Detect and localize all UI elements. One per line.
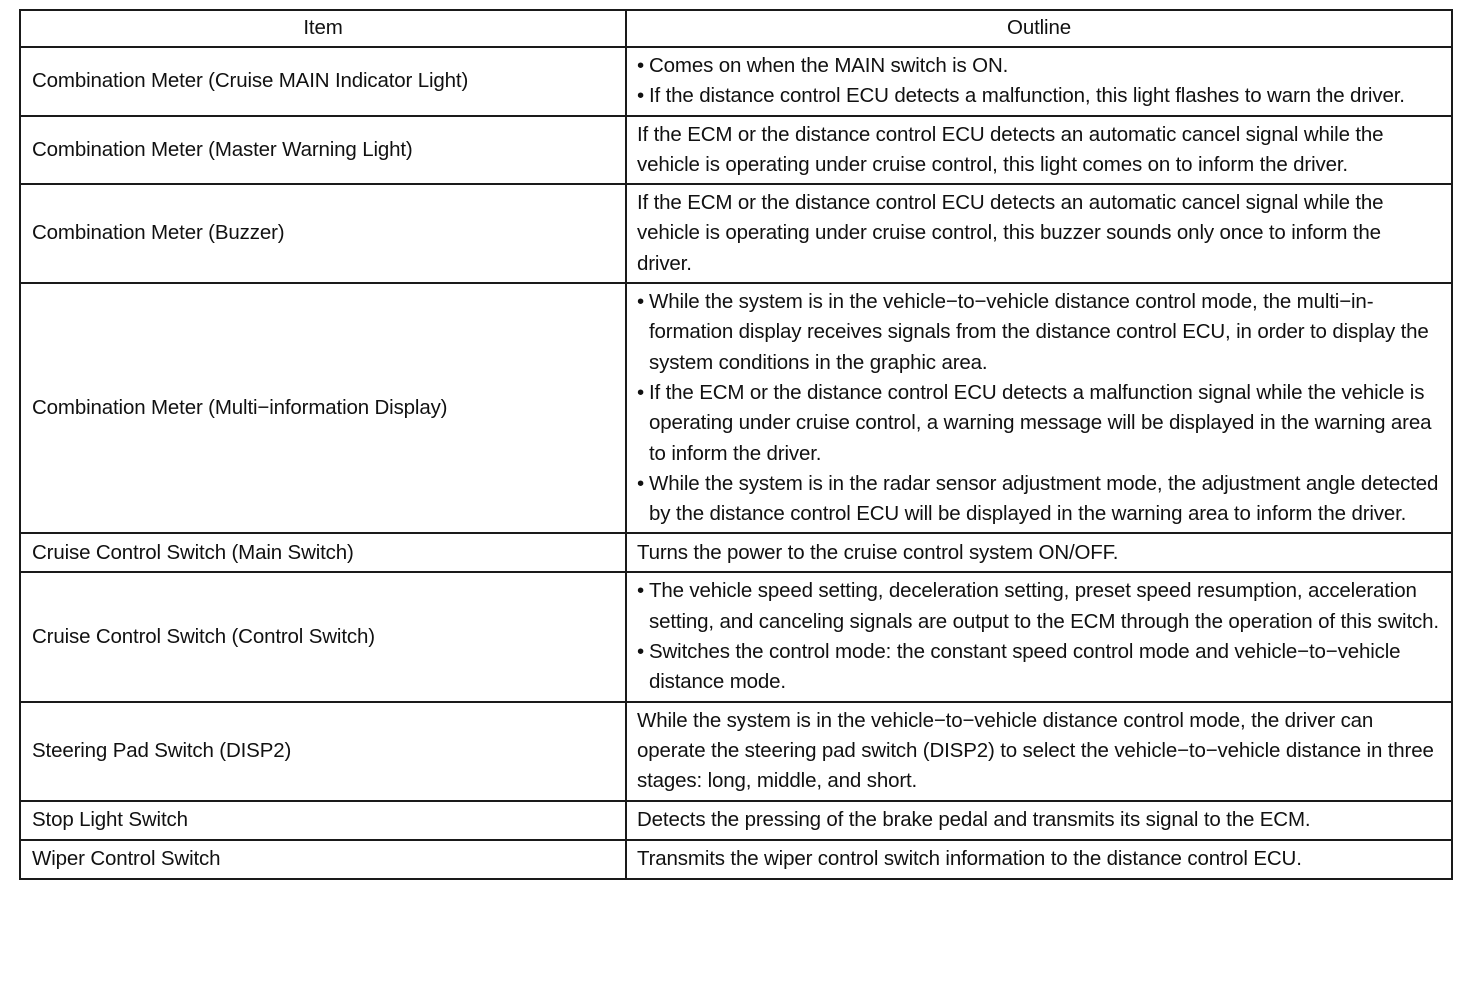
item-cell: Combination Meter (Master Warning Light) (20, 116, 626, 185)
table-row (20, 572, 1452, 701)
outline-cell (626, 572, 1452, 701)
outline-cell (626, 702, 1452, 801)
table-row (20, 533, 1452, 572)
components-table (19, 9, 1453, 880)
table-row (20, 283, 1452, 533)
outline-bullet: • Switches the control mode: the constant speed control mode and vehicle−to−vehicle distance mode. (637, 637, 1441, 698)
item-cell: Combination Meter (Cruise MAIN Indicator Light) (20, 47, 626, 116)
item-cell: Wiper Control Switch (20, 840, 626, 879)
outline-text: If the ECM or the distance control ECU detects an automatic cancel signal while the vehicle is operating under cruise control, this buzzer sounds only once to inform the driver. (637, 191, 1384, 275)
table-row (20, 47, 1452, 116)
item-cell: Combination Meter (Buzzer) (20, 184, 626, 283)
outline-bullet-list (637, 287, 1441, 529)
outline-bullet-list (637, 576, 1441, 697)
outline-bullet: • While the system is in the radar sensor adjustment mode, the adjustment angle detected by the distance control ECU will be displayed in the warning area to inform the driver. (637, 469, 1441, 530)
table-row (20, 801, 1452, 840)
outline-cell (626, 533, 1452, 572)
outline-text: Detects the pressing of the brake pedal and transmits its signal to the ECM. (637, 807, 1311, 831)
outline-bullet: • The vehicle speed setting, deceleration setting, preset speed resumption, acceleration setting, and canceling signals are output to the ECM through the operation of this switch. (637, 576, 1441, 637)
outline-cell (626, 840, 1452, 879)
table-row (20, 702, 1452, 801)
outline-cell (626, 801, 1452, 840)
table-row (20, 184, 1452, 283)
outline-bullet: • If the distance control ECU detects a malfunction, this light flashes to warn the driver. (637, 81, 1441, 111)
outline-cell (626, 184, 1452, 283)
outline-cell (626, 47, 1452, 116)
table-row (20, 116, 1452, 185)
outline-cell (626, 283, 1452, 533)
outline-text: If the ECM or the distance control ECU detects an automatic cancel signal while the vehicle is operating under cruise control, this light comes on to inform the driver. (637, 122, 1384, 176)
item-cell: Cruise Control Switch (Main Switch) (20, 533, 626, 572)
outline-text: Transmits the wiper control switch information to the distance control ECU. (637, 846, 1302, 870)
outline-cell (626, 116, 1452, 185)
outline-bullet-list (637, 51, 1441, 112)
outline-bullet: • While the system is in the vehicle−to−vehicle distance control mode, the multi−information display receives signals from the distance control ECU, in order to display the system conditions in the graphic area. (637, 287, 1441, 378)
outline-bullet: • If the ECM or the distance control ECU detects a malfunction signal while the vehicle is operating under cruise control, a warning message will be displayed in the warning area to inform the driver. (637, 378, 1441, 469)
outline-bullet: • Comes on when the MAIN switch is ON. (637, 51, 1441, 81)
item-cell: Steering Pad Switch (DISP2) (20, 702, 626, 801)
components-table-container (19, 9, 1451, 880)
item-cell: Combination Meter (Multi−information Display) (20, 283, 626, 533)
outline-text: Turns the power to the cruise control system ON/OFF. (637, 540, 1119, 564)
outline-text: While the system is in the vehicle−to−vehicle distance control mode, the driver can operate the steering pad switch (DISP2) to select the vehicle−to−vehicle distance in three stages: long, middle, and short. (637, 708, 1434, 793)
table-header-row (20, 10, 1452, 47)
header-outline: Outline (626, 10, 1452, 47)
table-row (20, 840, 1452, 879)
item-cell: Stop Light Switch (20, 801, 626, 840)
header-item: Item (20, 10, 626, 47)
item-cell: Cruise Control Switch (Control Switch) (20, 572, 626, 701)
